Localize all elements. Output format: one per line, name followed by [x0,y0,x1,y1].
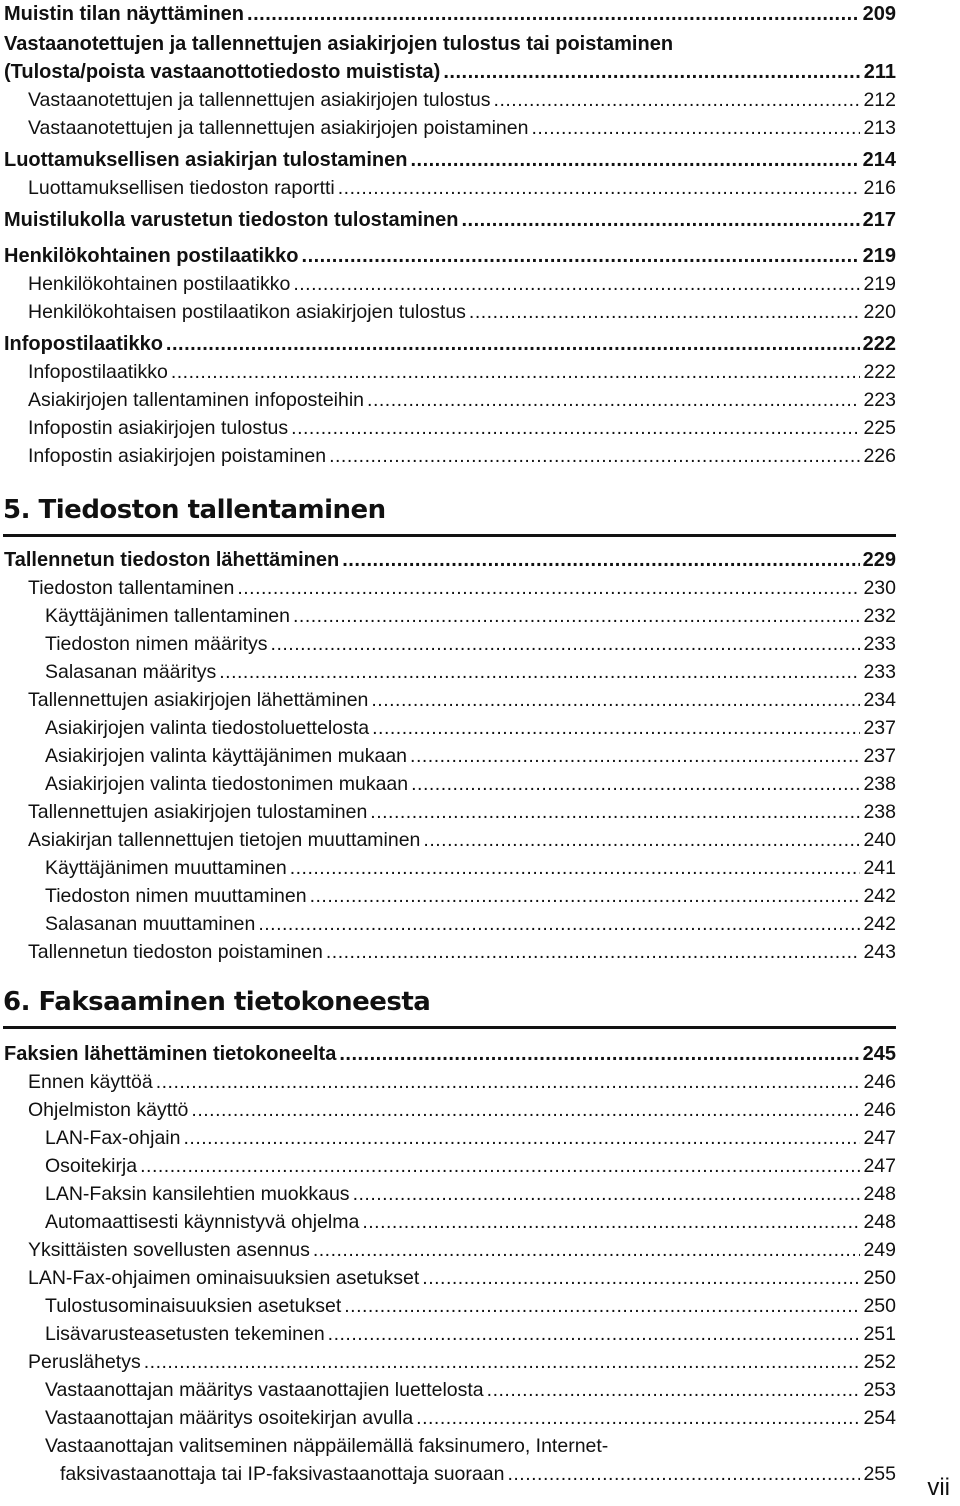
toc-dot-leader [487,1376,861,1404]
toc-entry-page: 232 [863,605,896,627]
toc-entry-page: 222 [862,333,896,355]
toc-entry-title: Tallennettujen asiakirjojen lähettäminen [28,689,369,711]
toc-entry[interactable] [28,938,896,966]
toc-entry-title: LAN-Fax-ohjaimen ominaisuuksien asetukset [28,1267,420,1289]
toc-entry-first-line[interactable]: Vastaanottajan valitseminen näppäilemällä faksinumero, Internet- [45,1435,609,1457]
toc-dot-leader [302,242,860,270]
toc-entry-title: Automaattisesti käynnistyvä ohjelma [45,1211,360,1233]
toc-entry-title: Tallennetun tiedoston poistaminen [28,941,323,963]
toc-entry[interactable] [45,1376,896,1404]
toc-entry[interactable] [45,1152,896,1180]
toc-entry-title: Muistilukolla varustetun tiedoston tulostaminen [4,209,459,231]
toc-entry[interactable] [45,602,896,630]
toc-entry-page: 237 [863,745,896,767]
toc-dot-leader [469,298,861,326]
toc-entry-title: LAN-Faksin kansilehtien muokkaus [45,1183,350,1205]
toc-entry[interactable] [28,574,896,602]
toc-entry-title: Vastaanotettujen ja tallennettujen asiakirjojen poistaminen [28,117,529,139]
toc-entry-page: 211 [863,61,896,83]
toc-dot-leader [328,1320,861,1348]
toc-entry[interactable] [4,58,896,86]
toc-entry[interactable] [28,86,896,114]
toc-dot-leader [410,742,860,770]
toc-entry-title: Muistin tilan näyttäminen [4,3,245,25]
toc-entry-title: Asiakirjan tallennettujen tietojen muuttaminen [28,829,421,851]
toc-entry-title: Käyttäjänimen muuttaminen [45,857,287,879]
toc-entry-page: 233 [863,633,896,655]
toc-dot-leader [237,574,860,602]
toc-entry-title: Infopostin asiakirjojen tulostus [28,417,289,439]
toc-entry-page: 219 [862,245,896,267]
toc-entry-title: Luottamuksellisen asiakirjan tulostaminen [4,149,408,171]
toc-dot-leader [443,58,860,86]
toc-dot-leader [531,114,860,142]
toc-entry-title: Faksien lähettäminen tietokoneelta [4,1043,337,1065]
toc-entry-title: Tallennettujen asiakirjojen tulostaminen [28,801,368,823]
toc-entry-title: Salasanan muuttaminen [45,913,256,935]
toc-dot-leader [291,414,860,442]
toc-entry[interactable] [45,742,896,770]
toc-entry-page: 233 [863,661,896,683]
toc-entry-page: 248 [863,1183,896,1205]
toc-entry[interactable] [45,770,896,798]
toc-entry[interactable] [28,174,896,202]
toc-dot-leader [191,1096,860,1124]
toc-entry-page: 229 [862,549,896,571]
toc-dot-leader [371,686,860,714]
toc-entry-title: Infopostilaatikko [28,361,168,383]
toc-entry-page: 247 [863,1127,896,1149]
toc-entry[interactable] [45,1180,896,1208]
toc-entry[interactable] [4,1040,896,1068]
toc-entry-title: Tiedoston nimen määritys [45,633,268,655]
toc-dot-leader [310,882,861,910]
toc-entry-title: faksivastaanottaja tai IP-faksivastaanottaja suoraan [60,1463,505,1485]
toc-entry[interactable] [45,1320,896,1348]
toc-entry[interactable] [45,882,896,910]
toc-dot-leader [329,442,860,470]
toc-entry-page: 222 [863,361,896,383]
chapter-title: Tiedoston tallentaminen [38,495,386,525]
toc-entry-page: 241 [863,857,896,879]
toc-entry-page: 245 [862,1043,896,1065]
toc-entry[interactable] [28,1096,896,1124]
toc-dot-leader [342,546,859,574]
toc-entry[interactable] [28,270,896,298]
toc-entry-title: Henkilökohtainen postilaatikko [28,273,291,295]
toc-entry-page: 238 [863,801,896,823]
toc-entry[interactable] [4,0,896,28]
toc-entry-title: Asiakirjojen valinta käyttäjänimen mukaan [45,745,408,767]
toc-dot-leader [247,0,860,28]
toc-entry-page: 234 [863,689,896,711]
toc-entry[interactable] [4,330,896,358]
toc-entry-page: 214 [862,149,896,171]
toc-dot-leader [461,206,859,234]
toc-dot-leader [183,1124,860,1152]
toc-entry[interactable] [28,298,896,326]
toc-dot-leader [370,798,860,826]
toc-entry-title: Henkilökohtaisen postilaatikon asiakirjojen tulostus [28,301,466,323]
toc-entry-page: 242 [863,913,896,935]
toc-entry[interactable] [45,1404,896,1432]
toc-entry-title: Infopostilaatikko [4,333,163,355]
toc-dot-leader [293,270,860,298]
toc-entry-page: 226 [863,445,896,467]
toc-dot-leader [422,1264,860,1292]
toc-entry-title: Ohjelmiston käyttö [28,1099,189,1121]
toc-entry[interactable] [28,386,896,414]
toc-entry-page: 252 [863,1351,896,1373]
toc-entry-page: 209 [862,3,896,25]
toc-entry[interactable] [28,1068,896,1096]
toc-entry[interactable] [4,146,896,174]
toc-entry-page: 253 [863,1379,896,1401]
toc-entry-page: 216 [863,177,896,199]
toc-entry[interactable] [45,714,896,742]
chapter-divider [3,1026,896,1029]
toc-entry-title: Infopostin asiakirjojen poistaminen [28,445,327,467]
toc-entry[interactable] [28,358,896,386]
toc-entry-page: 248 [863,1211,896,1233]
toc-entry[interactable] [28,1264,896,1292]
toc-dot-leader [338,174,861,202]
toc-entry[interactable] [28,826,896,854]
toc-entry[interactable] [4,206,896,234]
toc-entry-page: 251 [863,1323,896,1345]
page-number: vii [927,1474,950,1501]
toc-dot-leader [271,630,861,658]
toc-entry-page: 230 [863,577,896,599]
toc-entry[interactable] [28,1348,896,1376]
toc-entry-title: Lisävarusteasetusten tekeminen [45,1323,325,1345]
toc-dot-leader [410,146,859,174]
toc-dot-leader [156,1068,861,1096]
toc-dot-leader [313,1236,861,1264]
toc-entry-page: 255 [863,1463,896,1485]
toc-entry[interactable] [45,1292,896,1320]
toc-entry-first-line[interactable]: Vastaanotettujen ja tallennettujen asiakirjojen tulostus tai poistaminen [4,33,674,55]
toc-entry-page: 247 [863,1155,896,1177]
toc-dot-leader [166,330,860,358]
toc-dot-leader [372,714,860,742]
toc-entry-page: 219 [863,273,896,295]
toc-entry-title: Henkilökohtainen postilaatikko [4,245,299,267]
toc-entry-title: LAN-Fax-ohjain [45,1127,181,1149]
toc-entry-title: Tulostusominaisuuksien asetukset [45,1295,342,1317]
toc-entry[interactable] [4,242,896,270]
toc-entry[interactable] [60,1460,896,1488]
toc-entry-title: Tiedoston tallentaminen [28,577,235,599]
toc-entry-page: 243 [863,941,896,963]
toc-entry-page: 250 [863,1267,896,1289]
chapter-number: 6. [3,987,30,1017]
toc-entry-title: Käyttäjänimen tallentaminen [45,605,290,627]
toc-entry[interactable] [28,414,896,442]
toc-entry-page: 254 [863,1407,896,1429]
toc-entry-title: Tiedoston nimen muuttaminen [45,885,307,907]
toc-entry[interactable] [28,442,896,470]
toc-entry[interactable] [45,854,896,882]
toc-entry-title: Yksittäisten sovellusten asennus [28,1239,310,1261]
chapter-heading [3,490,386,530]
toc-dot-leader [144,1348,861,1376]
toc-entry[interactable] [45,910,896,938]
toc-dot-leader [367,386,860,414]
toc-dot-leader [362,1208,860,1236]
toc-dot-leader [290,854,861,882]
toc-entry-title: Luottamuksellisen tiedoston raportti [28,177,335,199]
chapter-divider [3,534,896,537]
toc-entry-title: Tallennetun tiedoston lähettäminen [4,549,340,571]
toc-entry-page: 249 [863,1239,896,1261]
toc-entry-page: 250 [863,1295,896,1317]
toc-entry[interactable] [45,658,896,686]
toc-entry-title: Osoitekirja [45,1155,138,1177]
toc-entry-page: 238 [863,773,896,795]
toc-entry-title: Vastaanottajan määritys osoitekirjan avulla [45,1407,414,1429]
toc-entry-page: 225 [863,417,896,439]
toc-entry-title: Asiakirjojen valinta tiedostoluettelosta [45,717,370,739]
toc-entry-title: Vastaanottajan määritys vastaanottajien luettelosta [45,1379,484,1401]
toc-entry-page: 220 [863,301,896,323]
toc-entry-title: Vastaanotettujen ja tallennettujen asiakirjojen tulostus [28,89,491,111]
toc-entry[interactable] [45,630,896,658]
toc-entry[interactable] [45,1124,896,1152]
toc-dot-leader [339,1040,859,1068]
toc-entry-page: 223 [863,389,896,411]
toc-entry-page: 217 [862,209,896,231]
toc-dot-leader [411,770,860,798]
chapter-number: 5. [3,495,30,525]
toc-entry-page: 246 [863,1099,896,1121]
toc-dot-leader [416,1404,860,1432]
toc-dot-leader [171,358,861,386]
toc-dot-leader [494,86,861,114]
chapter-title: Faksaaminen tietokoneesta [38,987,431,1017]
toc-entry-title: Salasanan määritys [45,661,217,683]
chapter-heading [3,982,430,1022]
toc-entry-page: 213 [863,117,896,139]
toc-entry[interactable] [28,114,896,142]
toc-entry[interactable] [45,1208,896,1236]
toc-dot-leader [423,826,860,854]
toc-entry-title: Asiakirjojen tallentaminen infoposteihin [28,389,365,411]
toc-dot-leader [344,1292,860,1320]
toc-entry[interactable] [28,686,896,714]
toc-entry-page: 237 [863,717,896,739]
toc-entry[interactable] [4,546,896,574]
toc-entry-title: (Tulosta/poista vastaanottotiedosto muistista) [4,61,441,83]
toc-entry-page: 242 [863,885,896,907]
toc-dot-leader [507,1460,860,1488]
toc-entry-title: Ennen käyttöä [28,1071,153,1093]
toc-dot-leader [293,602,860,630]
toc-entry-title: Peruslähetys [28,1351,141,1373]
toc-entry-title: Asiakirjojen valinta tiedostonimen mukaan [45,773,409,795]
toc-entry-page: 240 [863,829,896,851]
toc-entry-page: 246 [863,1071,896,1093]
toc-dot-leader [353,1180,861,1208]
toc-dot-leader [258,910,860,938]
toc-entry[interactable] [28,1236,896,1264]
toc-dot-leader [140,1152,860,1180]
toc-entry-page: 212 [863,89,896,111]
toc-entry[interactable] [28,798,896,826]
toc-dot-leader [219,658,860,686]
toc-dot-leader [326,938,861,966]
